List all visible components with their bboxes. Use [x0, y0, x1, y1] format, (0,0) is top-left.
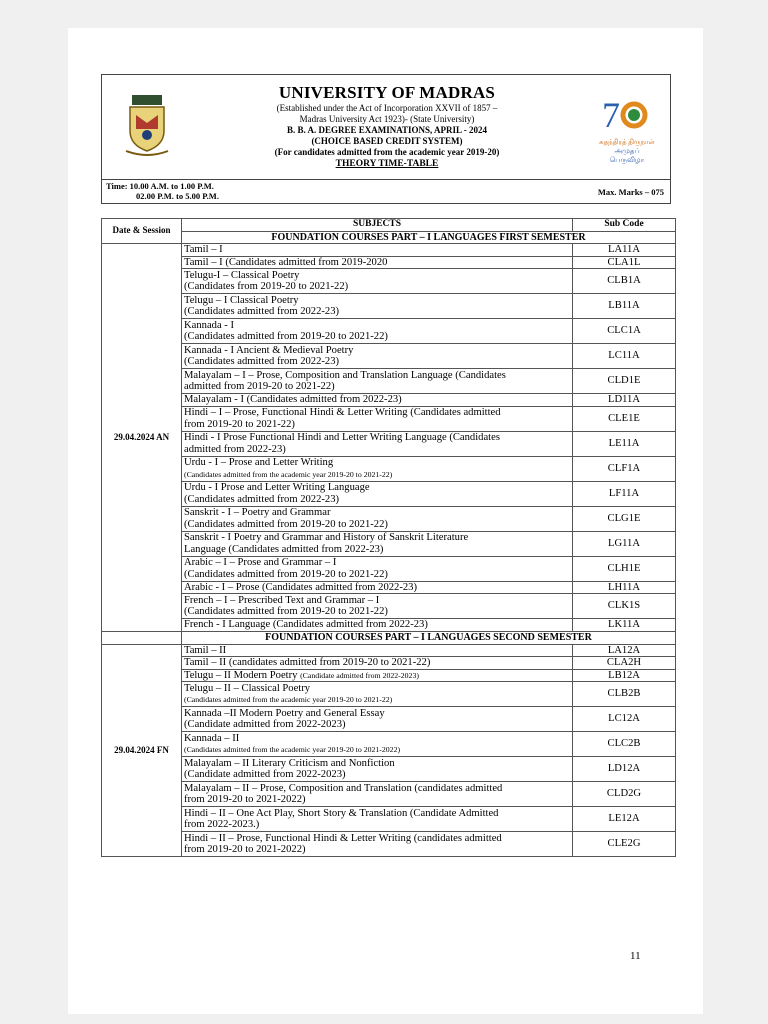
- subject-name: Hindi - I Prose Functional Hindi and Letter Writing Language (Candidates: [184, 432, 500, 443]
- subject-code: CLD1E: [573, 369, 676, 394]
- subject-cell: [182, 319, 573, 344]
- subject-cell: [182, 531, 573, 556]
- subject-name: Malayalam – II – Prose, Composition and Translation (candidates admitted: [184, 782, 503, 794]
- subject-code: LE11A: [573, 431, 676, 456]
- subject-note: (Candidate admitted from 2022-2023): [184, 769, 346, 780]
- subject-cell: [182, 269, 573, 294]
- table-row: [102, 707, 676, 732]
- max-marks: Max. Marks – 075: [597, 187, 664, 197]
- subject-note: admitted from 2019-20 to 2021-22): [184, 381, 335, 392]
- subject-note: (Candidates admitted from 2019-20 to 2021-22): [184, 518, 388, 530]
- header-line-6: THEORY TIME-TABLE: [335, 159, 439, 169]
- table-row: [102, 344, 676, 369]
- subject-cell: [182, 594, 573, 619]
- table-row: [102, 682, 676, 707]
- table-row: [102, 406, 676, 431]
- subject-cell: [182, 807, 573, 832]
- subject-note: (Candidates admitted from 2022-23): [184, 306, 340, 317]
- subject-cell: [182, 657, 573, 670]
- subject-cell: [182, 832, 573, 857]
- subject-code: LC12A: [573, 707, 676, 732]
- subject-code: CLC1A: [573, 319, 676, 344]
- subject-code: LD11A: [573, 394, 676, 407]
- table-row: [102, 394, 676, 407]
- subject-note: (Candidates admitted from 2019-20 to 2021-22): [184, 568, 388, 580]
- azadi-amrit-logo: [598, 93, 656, 164]
- logo-tamil-text-2: அமுதப் பெருவிழா: [609, 147, 645, 164]
- table-row: [102, 319, 676, 344]
- subject-code: CLG1E: [573, 506, 676, 531]
- subject-cell: [182, 782, 573, 807]
- subject-code: CLE2G: [573, 832, 676, 857]
- col-subjects: SUBJECTS: [182, 219, 573, 232]
- header-box: [101, 74, 671, 204]
- subject-code: LH11A: [573, 581, 676, 594]
- subject-note: from 2022-2023.): [184, 819, 260, 830]
- subject-code: CLK1S: [573, 594, 676, 619]
- subject-cell: [182, 669, 573, 682]
- subject-cell: [182, 682, 573, 707]
- section-row: [102, 631, 676, 644]
- subject-name: Tamil – II: [184, 644, 227, 656]
- header-top: [102, 75, 670, 180]
- table-row: [102, 594, 676, 619]
- subject-code: LG11A: [573, 531, 676, 556]
- subject-code: CLB1A: [573, 269, 676, 294]
- table-row: [102, 431, 676, 456]
- table-header-row: [102, 219, 676, 232]
- subject-note: Language (Candidates admitted from 2022-23): [184, 543, 384, 555]
- logo-tamil-text-1: சுதந்திரத் திருநாள்: [599, 138, 655, 146]
- table-row: [102, 757, 676, 782]
- subject-note: (Candidates from 2019-20 to 2021-22): [184, 281, 349, 292]
- subject-cell: [182, 506, 573, 531]
- subject-name: Sanskrit - I – Poetry and Grammar: [184, 507, 331, 518]
- table-row: [102, 556, 676, 581]
- university-name: UNIVERSITY OF MADRAS: [278, 83, 496, 102]
- subject-name: Tamil – I: [184, 244, 223, 255]
- subject-code: LA11A: [573, 244, 676, 257]
- subject-note: (Candidate admitted from 2022-2023): [300, 670, 419, 680]
- subject-name: Kannada - I Ancient & Medieval Poetry: [184, 344, 354, 356]
- subject-name: Urdu - I – Prose and Letter Writing: [184, 457, 334, 468]
- table-row: [102, 481, 676, 506]
- table-row: [102, 619, 676, 632]
- table-row: [102, 669, 676, 682]
- subject-name: Kannada –II Modern Poetry and General Essay: [184, 707, 385, 719]
- table-row: [102, 832, 676, 857]
- table-row: [102, 732, 676, 757]
- subject-name: Sanskrit - I Poetry and Grammar and History of Sanskrit Literature: [184, 532, 469, 543]
- table-row: [102, 456, 676, 481]
- section-heading-second-semester: FOUNDATION COURSES PART – I LANGUAGES SECOND SEMESTER: [182, 631, 676, 644]
- subject-cell: [182, 481, 573, 506]
- subject-note: (Candidates admitted from 2019-20 to 2021-22): [184, 606, 388, 617]
- subject-code: LD12A: [573, 757, 676, 782]
- subject-cell: [182, 556, 573, 581]
- subject-name: Malayalam – I – Prose, Composition and Translation Language (Candidates: [184, 369, 506, 381]
- timetable: [101, 218, 676, 857]
- col-date-session: Date & Session: [102, 219, 182, 244]
- header-line-3: B. B. A. DEGREE EXAMINATIONS, APRIL - 2024: [286, 125, 488, 135]
- subject-note: (Candidates admitted from the academic year 2019-20 to 2021-22): [184, 695, 393, 704]
- subject-name: Urdu - I Prose and Letter Writing Language: [184, 482, 370, 493]
- university-crest-logo: [122, 93, 172, 159]
- table-row: [102, 244, 676, 257]
- subject-code: CLA2H: [573, 657, 676, 670]
- col-sub-code: Sub Code: [573, 219, 676, 232]
- subject-code: CLH1E: [573, 556, 676, 581]
- subject-cell: [182, 369, 573, 394]
- subject-code: CLB2B: [573, 682, 676, 707]
- subject-code: CLA1L: [573, 256, 676, 269]
- subject-cell: [182, 394, 573, 407]
- subject-note: (Candidates admitted from 2019-20 to 2021-22): [184, 331, 388, 342]
- header-line-1: (Established under the Act of Incorporation XXVII of 1857 –: [276, 103, 498, 113]
- subject-code: LB11A: [573, 294, 676, 319]
- subject-note: from 2019-20 to 2021-22): [184, 418, 295, 430]
- subject-name: Kannada - I: [184, 319, 234, 331]
- subject-name: Telugu-I – Classical Poetry: [184, 269, 300, 281]
- subject-code: LK11A: [573, 619, 676, 632]
- table-row: [102, 294, 676, 319]
- subject-name: Arabic – I – Prose and Grammar – I: [184, 557, 337, 568]
- subject-code: CLE1E: [573, 406, 676, 431]
- subject-code: CLF1A: [573, 456, 676, 481]
- subject-code: CLC2B: [573, 732, 676, 757]
- subject-code: LA12A: [573, 644, 676, 657]
- table-row: [102, 807, 676, 832]
- table-row: [102, 644, 676, 657]
- subject-note: (Candidates admitted from 2022-23): [184, 493, 340, 505]
- exam-date-session: 29.04.2024 FN: [102, 644, 182, 857]
- header-line-2: Madras University Act 1923)- (State University): [299, 114, 475, 124]
- subject-cell: [182, 644, 573, 657]
- section-row: [102, 231, 676, 244]
- subject-cell: [182, 406, 573, 431]
- subject-cell: [182, 732, 573, 757]
- header-text: [222, 83, 552, 170]
- subject-note: from 2019-20 to 2021-2022): [184, 794, 306, 805]
- subject-name: Hindi – I – Prose, Functional Hindi & Letter Writing (Candidates admitted: [184, 407, 501, 418]
- subject-note: (Candidates admitted from 2022-23): [184, 356, 340, 367]
- header-line-4: (CHOICE BASED CREDIT SYSTEM): [311, 136, 463, 146]
- subject-name: Telugu – II – Classical Poetry: [184, 682, 311, 694]
- section-spacer: [102, 631, 182, 644]
- subject-name: Telugu – I Classical Poetry: [184, 294, 299, 306]
- table-row: [102, 506, 676, 531]
- table-row: [102, 581, 676, 594]
- subject-cell: [182, 707, 573, 732]
- subject-code: CLD2G: [573, 782, 676, 807]
- subject-name: Tamil – I (Candidates admitted from 2019-2020: [184, 256, 388, 268]
- subject-cell: [182, 256, 573, 269]
- page-number: 11: [630, 950, 641, 962]
- subject-code: LC11A: [573, 344, 676, 369]
- subject-name: French – I – Prescribed Text and Grammar – I: [184, 594, 380, 606]
- subject-name: Tamil – II (candidates admitted from 2019-20 to 2021-22): [184, 657, 431, 668]
- subject-cell: [182, 581, 573, 594]
- subject-name: French - I Language (Candidates admitted from 2022-23): [184, 619, 428, 630]
- table-row: [102, 256, 676, 269]
- subject-name: Malayalam - I (Candidates admitted from 2022-23): [184, 394, 402, 405]
- table-row: [102, 657, 676, 670]
- subject-code: LF11A: [573, 481, 676, 506]
- subject-name: Malayalam – II Literary Criticism and Nonfiction: [184, 757, 395, 769]
- subject-note: from 2019-20 to 2021-2022): [184, 844, 306, 855]
- subject-cell: [182, 619, 573, 632]
- subject-note: (Candidates admitted from the academic year 2019-20 to 2021-22): [184, 469, 393, 479]
- subject-name: Hindi – II – One Act Play, Short Story & Translation (Candidate Admitted: [184, 807, 499, 819]
- table-row: [102, 269, 676, 294]
- seventy-five-icon: [598, 93, 656, 133]
- subject-cell: [182, 344, 573, 369]
- subject-cell: [182, 294, 573, 319]
- subject-cell: [182, 431, 573, 456]
- header-line-5: (For candidates admitted from the academic year 2019-20): [274, 147, 500, 157]
- time-afternoon: 02.00 P.M. to 5.00 P.M.: [136, 191, 219, 201]
- subject-cell: [182, 456, 573, 481]
- subject-note: admitted from 2022-23): [184, 443, 286, 455]
- subject-name: Hindi – II – Prose, Functional Hindi & Letter Writing (candidates admitted: [184, 832, 502, 844]
- subject-code: LE12A: [573, 807, 676, 832]
- subject-code: LB12A: [573, 669, 676, 682]
- subject-name: Kannada – II: [184, 732, 240, 744]
- exam-date-session: 29.04.2024 AN: [102, 244, 182, 632]
- exam-time: [106, 181, 219, 201]
- svg-text:7: 7: [602, 95, 620, 133]
- subject-name: Arabic - I – Prose (Candidates admitted from 2022-23): [184, 581, 418, 593]
- subject-cell: [182, 244, 573, 257]
- table-row: [102, 531, 676, 556]
- subject-cell: [182, 757, 573, 782]
- table-row: [102, 782, 676, 807]
- table-row: [102, 369, 676, 394]
- subject-note: (Candidate admitted from 2022-2023): [184, 719, 346, 730]
- section-heading-first-semester: FOUNDATION COURSES PART – I LANGUAGES FIRST SEMESTER: [182, 231, 676, 244]
- subject-name: Telugu – II Modern Poetry: [184, 669, 298, 681]
- time-morning: Time: 10.00 A.M. to 1.00 P.M.: [106, 181, 214, 191]
- subject-note: (Candidates admitted from the academic year 2019-20 to 2021-2022): [184, 745, 401, 754]
